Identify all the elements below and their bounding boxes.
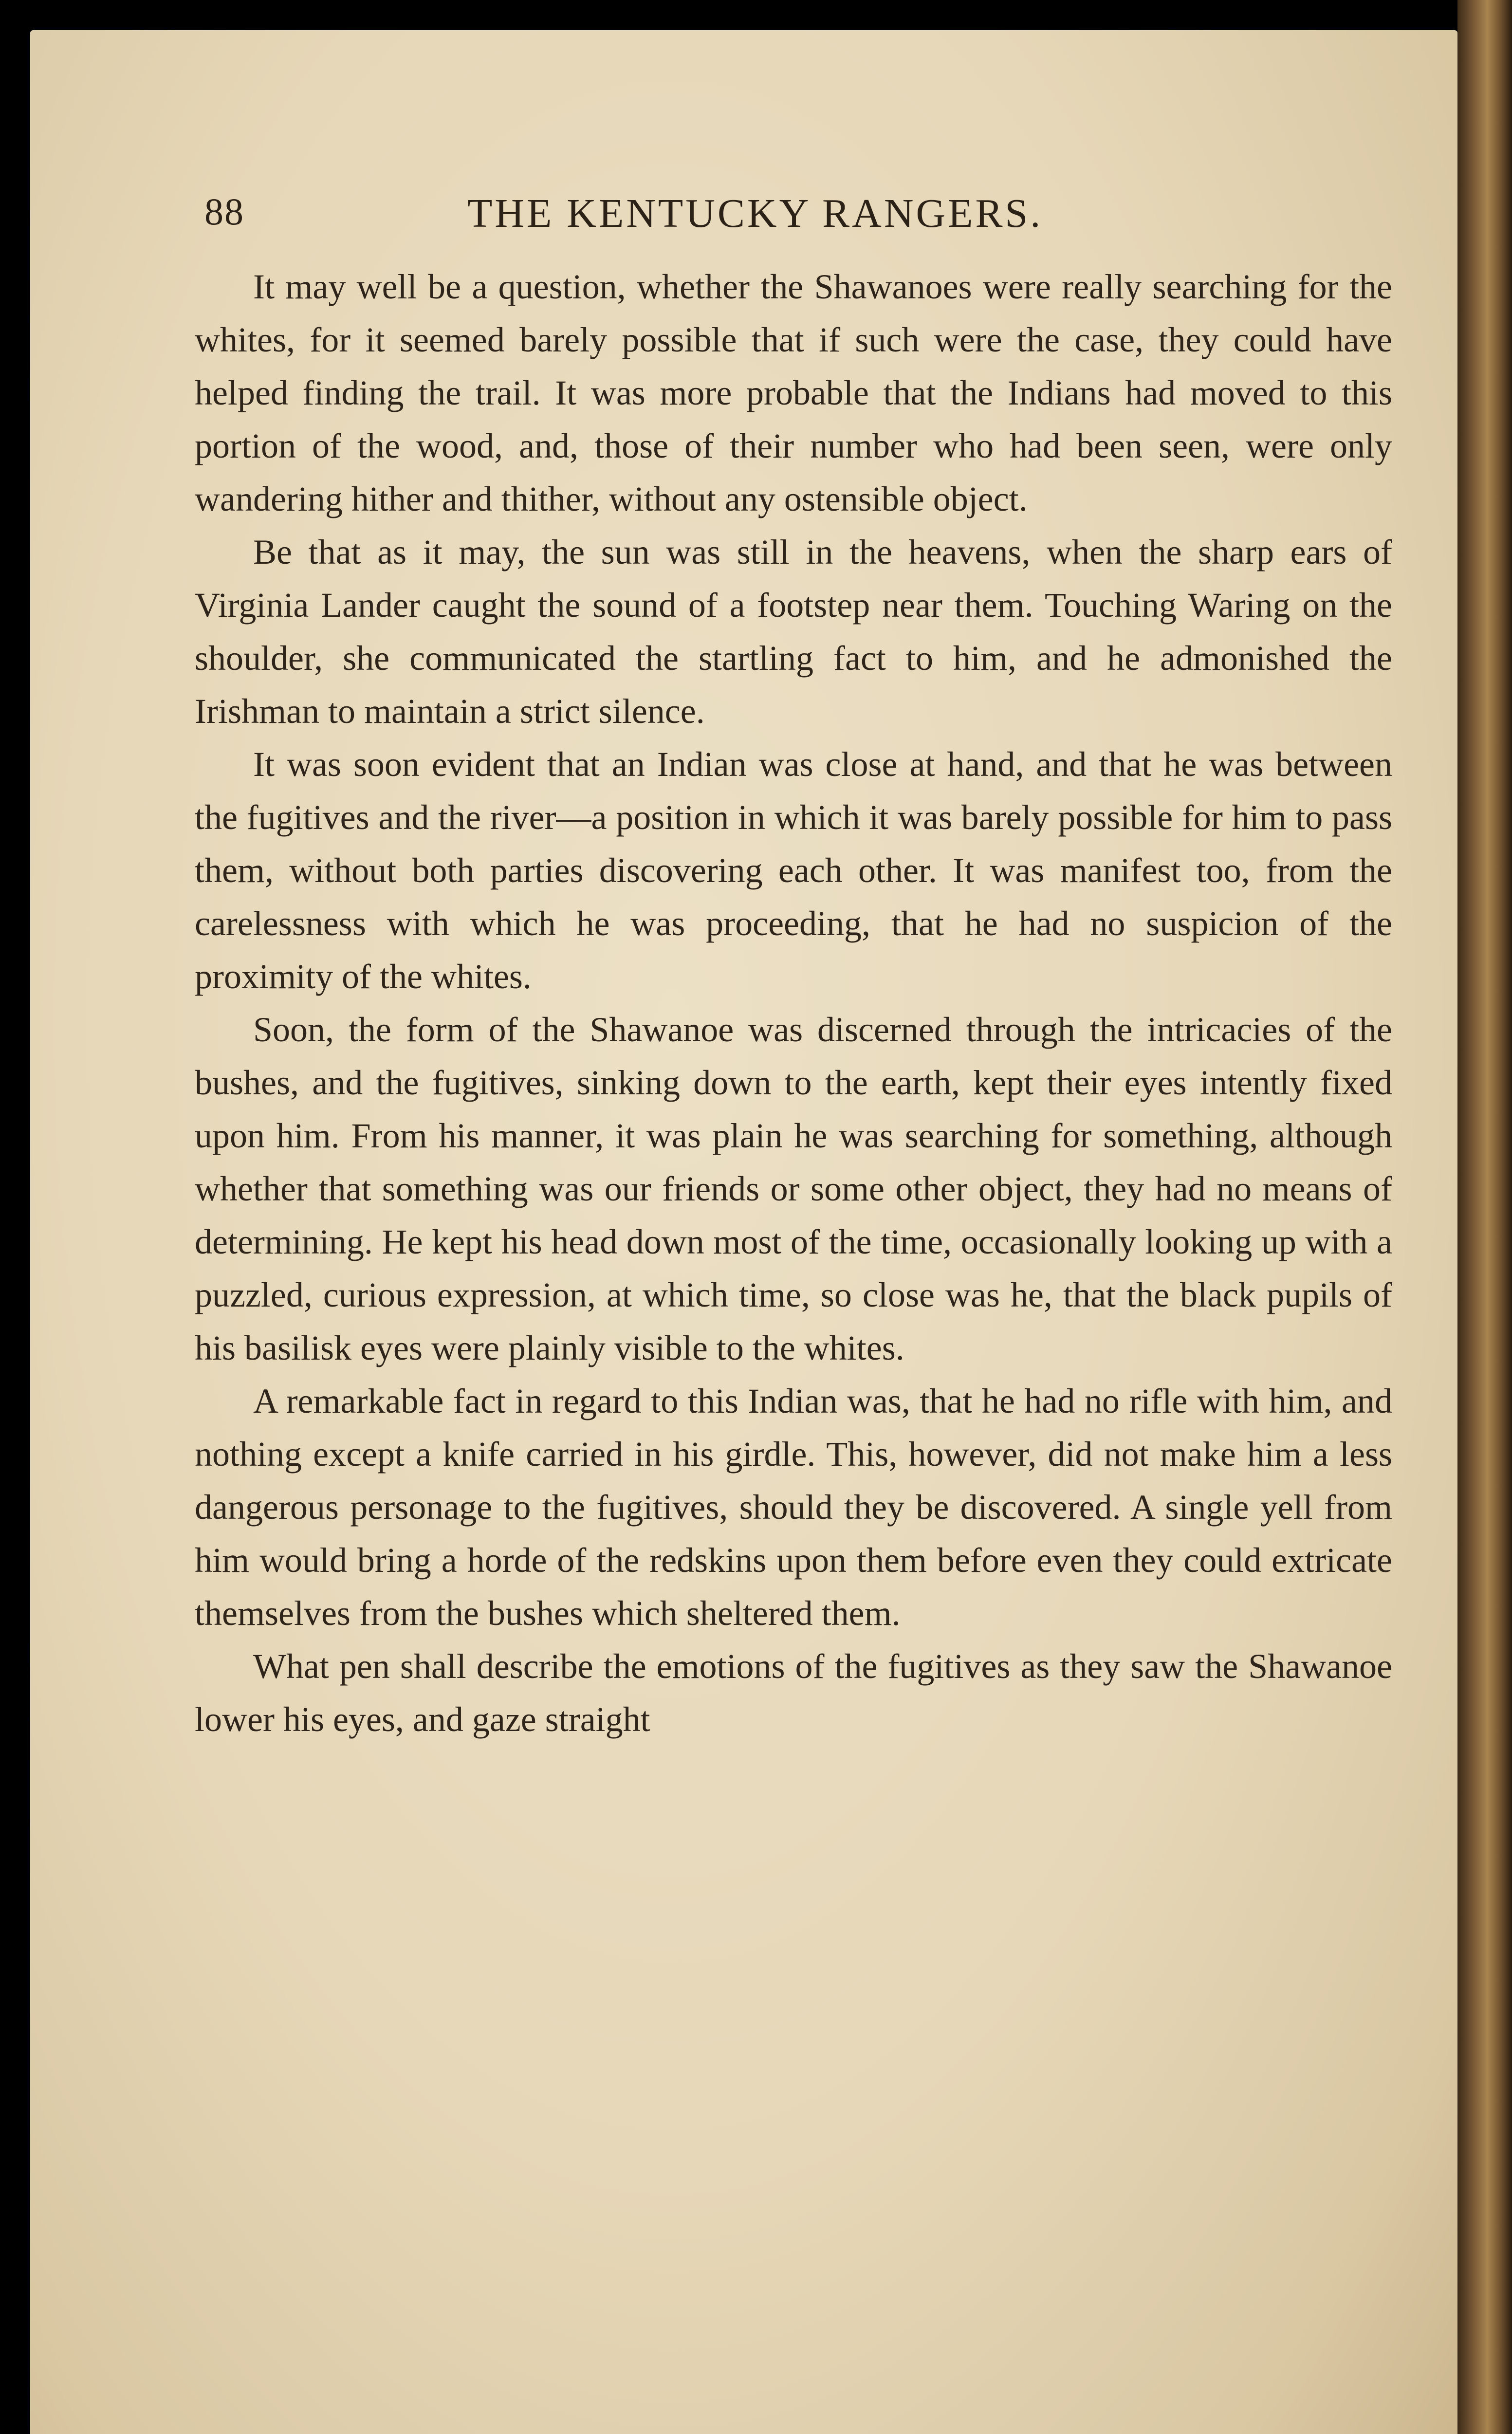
paragraph-1: It may well be a question, whether the Shawanoes were really searching for the whites, for it seemed barely possible that if such were the case, they could have helped finding the trail. It was more probable that the Indians had moved to this portion of the wood, and, those of their number who had been seen, were only wandering hither and thither, without any ostensible object. (195, 267, 1392, 518)
paragraph-4: Soon, the form of the Shawanoe was discerned through the intricacies of the bushes, and the fugitives, sinking down to the earth, kept their eyes intently fixed upon him. From his manner, it was plain he was searching for something, although whether that something was our friends or some other object, they had no means of determining. He kept his head down most of the time, occasionally looking up with a puzzled, curious expression, at which time, so close was he, that the black pupils of his basilisk eyes were plainly visible to the whites. (195, 1010, 1392, 1367)
paragraph-3: It was soon evident that an Indian was close at hand, and that he was between the fugitives and the river—a position in which it was barely possible for him to pass them, without both parties discovering each other. It was manifest too, from the carelessness with which he was proceeding, that he had no suspicion of the proximity of the whites. (195, 745, 1392, 996)
page-number: 88 (204, 190, 244, 233)
book-spine-edge (1457, 0, 1512, 2434)
page-header (204, 190, 1402, 248)
body-text (195, 260, 1392, 1746)
paragraph-2: Be that as it may, the sun was still in the heavens, when the sharp ears of Virginia Lander caught the sound of a footstep near them. Touching Waring on the shoulder, she communicated the startling fact to him, and he admonished the Irishman to maintain a strict silence. (195, 533, 1392, 731)
running-title: THE KENTUCKY RANGERS. (467, 191, 1043, 236)
paragraph-6: What pen shall describe the emotions of the fugitives as they saw the Shawanoe lower his eyes, and gaze straight (195, 1647, 1392, 1739)
paragraph-5: A remarkable fact in regard to this Indian was, that he had no rifle with him, and nothing except a knife carried in his girdle. This, however, did not make him a less dangerous personage to the fugitives, should they be discovered. A single yell from him would bring a horde of the redskins upon them before even they could extricate themselves from the bushes which sheltered them. (195, 1382, 1392, 1633)
